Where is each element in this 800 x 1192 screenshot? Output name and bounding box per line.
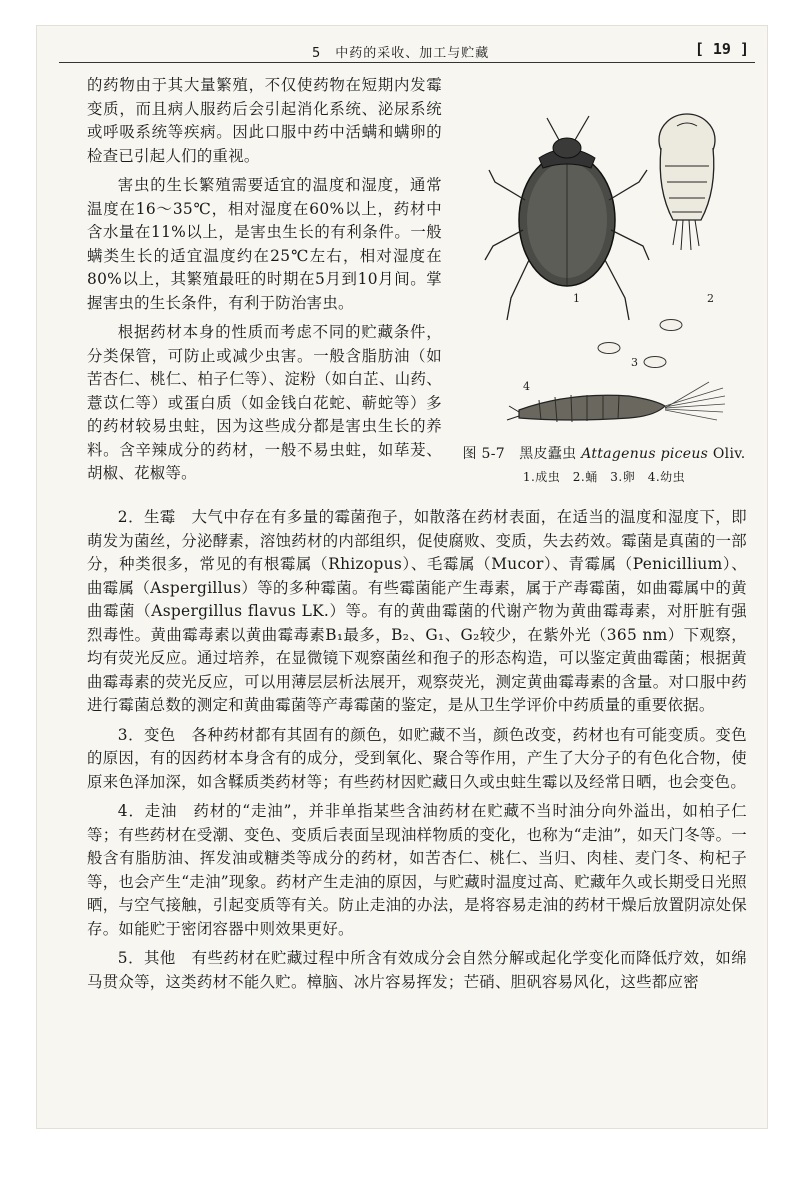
running-header — [37, 40, 767, 64]
full-width-text — [87, 506, 747, 1000]
larva-drawing — [507, 382, 725, 422]
eggs-drawing — [598, 320, 682, 368]
header-rule — [59, 62, 755, 63]
page-number: [ 19 ] — [694, 40, 749, 58]
figure-5-7 — [459, 70, 749, 484]
label-4: 4 — [523, 380, 530, 393]
caption-legend: 1.成虫 2.蛹 3.卵 4.幼虫 — [522, 470, 686, 484]
beetle-illustration — [459, 70, 749, 440]
chapter-title: 5 中药的采收、加工与贮藏 — [312, 46, 490, 61]
label-1: 1 — [573, 292, 580, 305]
caption-title: 图 5-7 黑皮蠹虫 — [462, 446, 582, 462]
caption-author: Oliv. — [708, 446, 746, 462]
label-2: 2 — [707, 292, 714, 305]
paragraph: 根据药材本身的性质而考虑不同的贮藏条件，分类保管，可防止或减少虫害。一般含脂肪油（如苦杏仁、桃仁、柏子仁等）、淀粉（如白芷、山药、薏苡仁等）或蛋白质（如金钱白花蛇、蕲蛇等）多的药材较易虫蛀，因为这些成分都是害虫生长的养料。含辛辣成分的药材，一般不易虫蛀，如荜茇、胡椒、花椒等。 — [87, 323, 442, 482]
paragraph: 的药物由于其大量繁殖，不仅使药物在短期内发霉变质，而且病人服药后会引起消化系统、泌尿系统或呼吸系统等疾病。因此口服中药中活螨和螨卵的检查已引起人们的重视。 — [87, 76, 442, 165]
adult-beetle-drawing — [485, 116, 649, 320]
paragraph-discoloration: 3．变色 各种药材都有其固有的颜色，如贮藏不当，颜色改变，药材也有可能变质。变色的原因，有的因药材本身含有的成分，受到氧化、聚合等作用，产生了大分子的有色化合物，使原来色泽加深，如含鞣质类药材等；有些药材因贮藏日久或虫蛀生霉以及经常日晒，也会变色。 — [87, 725, 747, 791]
left-column — [87, 74, 442, 492]
figure-caption — [459, 443, 749, 485]
paragraph-other: 5．其他 有些药材在贮藏过程中所含有效成分会自然分解或起化学变化而降低疗效，如绵马贯众等，这类药材不能久贮。樟脑、冰片容易挥发；芒硝、胆矾容易风化，这些都应密 — [87, 949, 747, 991]
caption-latin-name: Attagenus piceus — [581, 446, 709, 462]
paragraph-oil-exudation: 4．走油 药材的“走油”，并非单指某些含油药材在贮藏不当时油分向外溢出，如柏子仁等；有些药材在受潮、变色、变质后表面呈现油样物质的变化，也称为“走油”，如天门冬等。一般含有脂肪油、挥发油或糖类等成分的药材，如苦杏仁、桃仁、当归、肉桂、麦门冬、枸杞子等，也会产生“走油”现象。药材产生走油的原因，与贮藏时温度过高、贮藏年久或长期受日光照晒，与空气接触，引起变质等有关。防止走油的办法，是将容易走油的药材干燥后放置阴凉处保存。如能贮于密闭容器中则效果更好。 — [87, 802, 747, 938]
paragraph: 害虫的生长繁殖需要适宜的温度和湿度，通常温度在16～35℃，相对湿度在60%以上，药材中含水量在11%以上，是害虫生长的有利条件。一般螨类生长的适宜温度约在25℃左右，相对湿度在80%以上，其繁殖最旺的时期在5月到10月间。掌握害虫的生长条件，有利于防治害虫。 — [87, 176, 442, 312]
book-page — [37, 26, 767, 1128]
paragraph-mold: 2．生霉 大气中存在有多量的霉菌孢子，如散落在药材表面，在适当的温度和湿度下，即萌发为菌丝，分泌酵素，溶蚀药材的内部组织，促使腐败、变质，失去药效。霉菌是真菌的一部分，种类很多，常见的有根霉属（Rhizopus）、毛霉属（Mucor）、青霉属（Penicillium）、曲霉属（Aspergillus）等的多种霉菌。有些霉菌能产生毒素，属于产毒霉菌，如曲霉属中的黄曲霉菌（Aspergillus flavus LK.）等。有的黄曲霉菌的代谢产物为黄曲霉毒素，对肝脏有强烈毒性。黄曲霉毒素以黄曲霉毒素B₁最多，B₂、G₁、G₂较少，在紫外光（365 nm）下观察，均有荧光反应。通过培养，在显微镜下观察菌丝和孢子的形态构造，可以鉴定黄曲霉菌；根据黄曲霉毒素的荧光反应，可以用薄层层析法展开，观察荧光，测定黄曲霉毒素的含量。对口服中药进行霉菌总数的测定和黄曲霉菌等产毒霉菌的鉴定，是从卫生学评价中药质量的重要依据。 — [87, 508, 747, 714]
pupa-drawing — [659, 114, 715, 250]
label-3: 3 — [631, 356, 638, 369]
